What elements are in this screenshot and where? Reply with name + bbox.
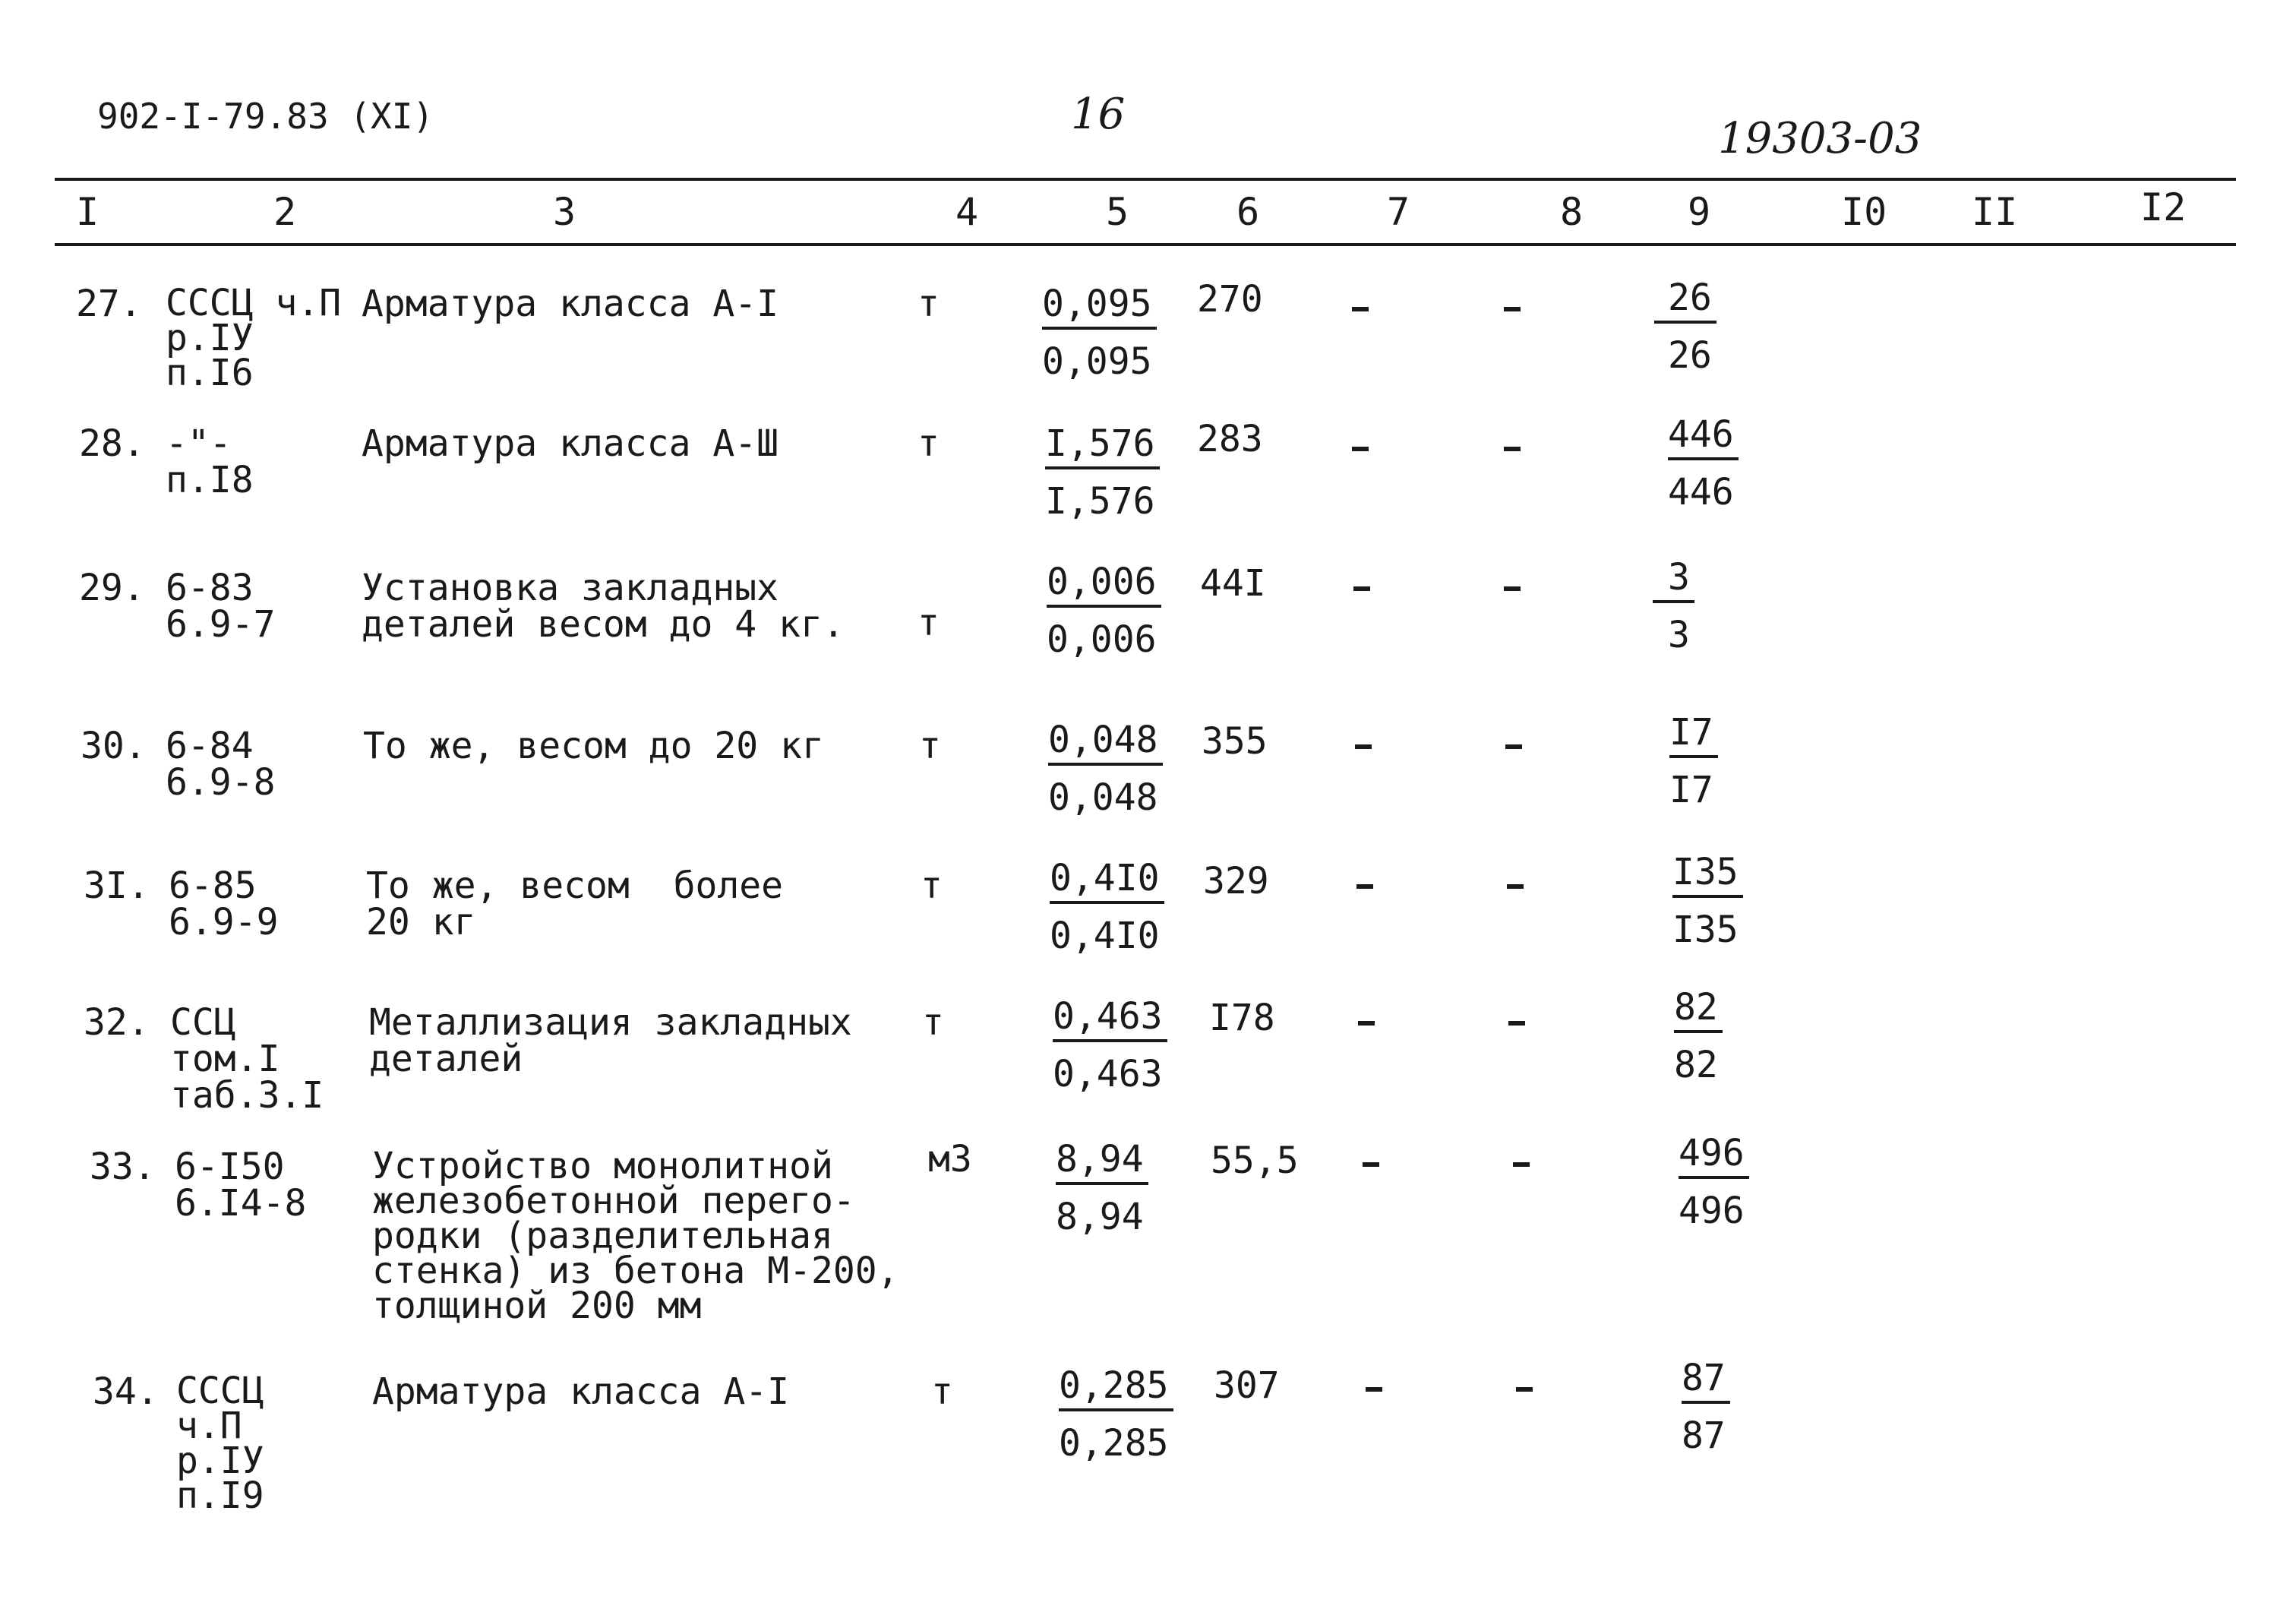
quantity-top: 8,94 [1056, 1141, 1148, 1185]
dash-col7 [1353, 586, 1370, 591]
cost-bottom: I7 [1669, 769, 1713, 811]
row-reference: СССЦ ч.П р.IУ п.I6 [166, 282, 342, 394]
row-name: Арматура класса А-I [372, 1370, 790, 1413]
quantity-top: 0,285 [1059, 1367, 1173, 1411]
quantity-bottom: I,576 [1045, 480, 1155, 523]
row-reference: 6-85 6.9-9 [169, 864, 279, 943]
dash-col7 [1356, 884, 1373, 889]
dash-col7 [1358, 1021, 1375, 1026]
cost-top: 26 [1654, 280, 1716, 324]
quantity-top: I,576 [1045, 425, 1160, 469]
quantity-top: 0,048 [1048, 722, 1163, 766]
row-name: Металлизация закладных деталей [369, 1001, 852, 1080]
row-reference: 6-83 6.9-7 [166, 567, 276, 646]
quantity-bottom: 8,94 [1056, 1196, 1144, 1238]
row-unit: т [921, 864, 943, 907]
row-number: 29. [79, 567, 145, 609]
row-cost [1668, 413, 1739, 514]
row-cost [1682, 1357, 1730, 1457]
column-number: I [76, 190, 99, 234]
cost-top: 446 [1668, 416, 1739, 460]
table-header-bottom-rule [55, 243, 2236, 246]
column-number: I2 [2140, 185, 2187, 229]
dash-col7 [1355, 744, 1372, 749]
inventory-number: 19303-03 [1718, 114, 1922, 163]
row-price: 270 [1197, 278, 1263, 321]
row-unit: т [922, 1001, 944, 1044]
row-reference: 6-I50 6.I4-8 [175, 1146, 307, 1225]
row-cost [1674, 986, 1723, 1086]
cost-bottom: 446 [1668, 471, 1734, 514]
quantity-bottom: 0,463 [1053, 1053, 1163, 1095]
row-quantity [1053, 995, 1167, 1095]
row-name: Устройство монолитной железобетонной перего- родки (разделительная стенка) из бетона М-200, толщиной 200 мм [372, 1145, 899, 1327]
row-unit: т [917, 283, 940, 325]
row-quantity [1059, 1364, 1173, 1465]
dash-col8 [1504, 586, 1521, 591]
row-price: 329 [1203, 860, 1269, 902]
row-unit: т [931, 1370, 953, 1413]
quantity-top: 0,006 [1047, 564, 1161, 608]
row-reference: ССЦ том.I таб.3.I [170, 1001, 324, 1117]
row-quantity [1050, 857, 1164, 957]
row-cost [1654, 277, 1716, 377]
dash-col8 [1505, 744, 1522, 749]
row-name: Арматура класса А-Ш [362, 422, 779, 465]
row-cost [1672, 851, 1743, 951]
quantity-bottom: 0,4I0 [1050, 915, 1160, 957]
dash-col7 [1366, 1387, 1382, 1392]
page-number: 16 [1071, 90, 1126, 139]
dash-col8 [1504, 447, 1521, 451]
quantity-bottom: 0,285 [1059, 1422, 1169, 1465]
quantity-bottom: 0,006 [1047, 618, 1157, 661]
row-cost [1669, 711, 1718, 811]
row-unit: т [917, 422, 940, 465]
column-number: 9 [1688, 190, 1711, 234]
dash-col8 [1513, 1162, 1530, 1167]
quantity-top: 0,463 [1053, 998, 1167, 1042]
row-number: 27. [76, 283, 142, 325]
row-quantity [1042, 283, 1157, 383]
row-number: 30. [81, 725, 147, 767]
document-code: 902-I-79.83 (XI) [97, 96, 434, 137]
row-price: 283 [1197, 418, 1263, 460]
cost-top: I7 [1669, 714, 1718, 758]
column-number: 5 [1106, 190, 1129, 234]
quantity-top: 0,4I0 [1050, 860, 1164, 904]
dash-col8 [1504, 307, 1521, 311]
row-reference: 6-84 6.9-8 [166, 725, 276, 804]
cost-bottom: 82 [1674, 1044, 1718, 1086]
cost-top: I35 [1672, 854, 1743, 898]
cost-top: 87 [1682, 1360, 1730, 1404]
quantity-bottom: 0,048 [1048, 776, 1158, 819]
row-quantity [1045, 422, 1160, 523]
row-number: 32. [84, 1001, 150, 1044]
row-unit: т [919, 725, 941, 767]
row-price: 307 [1214, 1364, 1280, 1407]
row-quantity [1047, 561, 1161, 661]
quantity-top: 0,095 [1042, 286, 1157, 330]
column-number: 6 [1236, 190, 1260, 234]
row-name: Арматура класса А-I [362, 283, 779, 325]
cost-bottom: 87 [1682, 1414, 1726, 1457]
column-number: 7 [1387, 190, 1410, 234]
quantity-bottom: 0,095 [1042, 340, 1152, 383]
row-name: Установка закладных деталей весом до 4 кг. [362, 567, 845, 646]
row-price: 44I [1200, 562, 1266, 605]
cost-bottom: 496 [1679, 1190, 1745, 1232]
table-top-rule [55, 178, 2236, 181]
row-unit: т [917, 602, 940, 644]
row-unit: м3 [928, 1138, 972, 1180]
row-price: I78 [1209, 997, 1275, 1039]
cost-bottom: I35 [1672, 909, 1739, 951]
row-number: 34. [93, 1370, 159, 1413]
row-cost [1679, 1132, 1749, 1232]
column-number: II [1972, 190, 2018, 234]
cost-top: 496 [1679, 1135, 1749, 1179]
row-quantity [1056, 1138, 1148, 1238]
row-number: 28. [79, 422, 145, 465]
cost-top: 3 [1653, 559, 1694, 603]
dash-col7 [1352, 307, 1369, 311]
row-quantity [1048, 719, 1163, 819]
column-number: 2 [273, 190, 297, 234]
row-reference: СССЦ ч.П р.IУ п.I9 [176, 1370, 264, 1517]
column-number: 8 [1560, 190, 1584, 234]
row-name: То же, весом более 20 кг [366, 864, 784, 943]
dash-col7 [1363, 1162, 1379, 1167]
dash-col8 [1508, 1021, 1525, 1026]
row-cost [1653, 556, 1694, 656]
row-reference: -"- п.I8 [166, 422, 254, 501]
row-name: То же, весом до 20 кг [363, 725, 824, 767]
dash-col8 [1507, 884, 1524, 889]
dash-col7 [1352, 447, 1369, 451]
row-number: 3I. [84, 864, 150, 907]
cost-bottom: 3 [1668, 614, 1690, 656]
column-number: I0 [1841, 190, 1887, 234]
row-number: 33. [90, 1146, 156, 1188]
column-number: 3 [553, 190, 576, 234]
cost-bottom: 26 [1668, 334, 1712, 377]
row-price: 55,5 [1211, 1139, 1299, 1182]
cost-top: 82 [1674, 989, 1723, 1033]
dash-col8 [1516, 1387, 1533, 1392]
column-number: 4 [955, 190, 979, 234]
row-price: 355 [1202, 720, 1268, 763]
